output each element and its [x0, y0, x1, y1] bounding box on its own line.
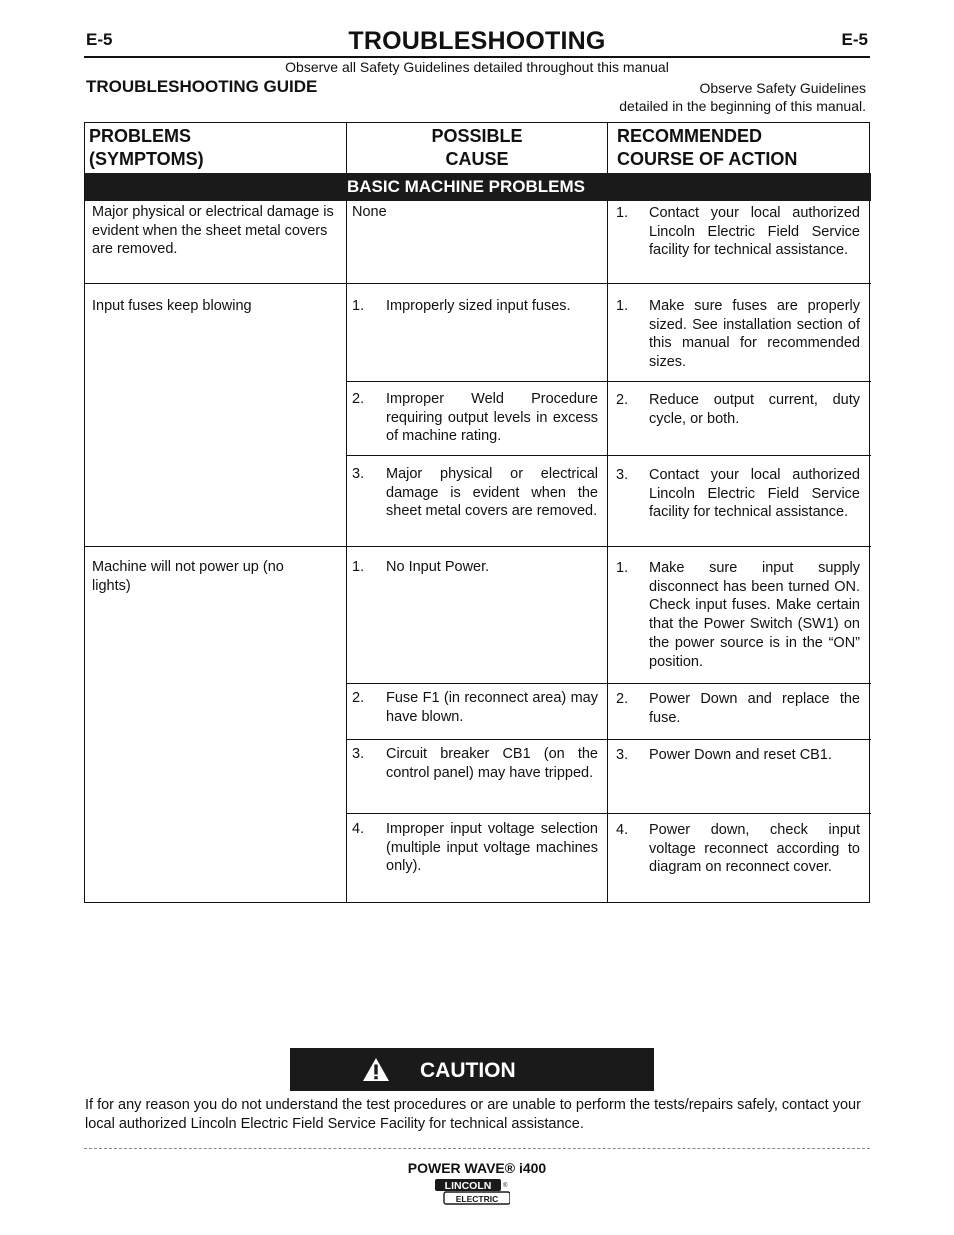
- column-header-cause: [347, 125, 607, 171]
- column-header-action-line2: COURSE OF ACTION: [617, 149, 798, 169]
- page-number-left: E-5: [86, 30, 113, 49]
- logo-registered-mark: ®: [503, 1183, 508, 1189]
- action-number: 3.: [616, 747, 629, 763]
- column-header-cause-line2: CAUSE: [445, 149, 509, 169]
- action-text: Contact your local authorized Lincoln Electric Field Service facility for technical assistance.: [649, 205, 860, 259]
- row-divider: [85, 283, 871, 284]
- safety-line: Observe all Safety Guidelines detailed throughout this manual: [285, 59, 669, 75]
- row-divider: [346, 683, 871, 684]
- caution-banner: [290, 1048, 654, 1091]
- cause-text: Improperly sized input fuses.: [386, 298, 571, 314]
- page-number-right: E-5: [841, 30, 868, 49]
- problem-no-power: Machine will not power up (no lights): [92, 559, 284, 594]
- column-divider: [607, 123, 608, 173]
- action-text: Make sure fuses are properly sized. See installation section of this manual for recommended sizes.: [649, 298, 860, 371]
- column-divider: [607, 201, 608, 903]
- action-number: 1.: [616, 298, 629, 314]
- model-name: POWER WAVE® i400: [407, 1160, 547, 1176]
- cause-text: Improper Weld Procedure requiring output levels in excess of machine rating.: [386, 391, 598, 445]
- caution-text: If for any reason you do not understand the test procedures or are unable to perform the tests/repairs safely, contact your local authorized Lincoln Electric Field Service Facility for technical assistance.: [85, 1097, 861, 1132]
- column-header-cause-line1: POSSIBLE: [431, 126, 523, 146]
- problem-damage: Major physical or electrical damage is evident when the sheet metal covers are removed.: [92, 204, 334, 258]
- row-divider: [346, 455, 871, 456]
- cause-number: 2.: [352, 690, 365, 706]
- cause-text: Improper input voltage selection (multiple input voltage machines only).: [386, 821, 598, 875]
- warning-triangle-icon: [362, 1057, 390, 1082]
- action-number: 1.: [616, 560, 629, 576]
- cause-text: Circuit breaker CB1 (on the control panel) may have tripped.: [386, 746, 598, 781]
- row-divider: [85, 546, 871, 547]
- footer-divider: [84, 1148, 870, 1149]
- header-rule: [84, 56, 870, 58]
- cause-text: Major physical or electrical damage is evident when the sheet metal covers are removed.: [386, 466, 598, 520]
- lincoln-electric-logo: [434, 1178, 510, 1206]
- action-number: 3.: [616, 467, 629, 483]
- column-header-action-line1: RECOMMENDED: [617, 126, 763, 146]
- column-divider: [346, 123, 347, 173]
- caution-label: CAUTION: [420, 1059, 516, 1082]
- row-divider: [346, 813, 871, 814]
- cause-number: 2.: [352, 391, 365, 407]
- action-number: 2.: [616, 691, 629, 707]
- action-number: 4.: [616, 822, 629, 838]
- section-band: [85, 173, 871, 201]
- section-title: BASIC MACHINE PROBLEMS: [347, 177, 586, 196]
- column-divider: [346, 201, 347, 903]
- column-header-problems-line2: (SYMPTOMS): [89, 149, 204, 169]
- cause-text: No Input Power.: [386, 559, 490, 575]
- cause-none: None: [352, 204, 387, 220]
- action-text: Power down, check input voltage reconnect according to diagram on reconnect cover.: [649, 822, 860, 876]
- page-title: TROUBLESHOOTING: [348, 27, 606, 55]
- column-header-problems: [89, 125, 204, 171]
- row-divider: [346, 739, 871, 740]
- guide-note-line1: Observe Safety Guidelines: [699, 80, 866, 96]
- logo-bottom-text: ELECTRIC: [455, 1194, 499, 1204]
- column-header-action: [617, 125, 797, 171]
- action-text: Power Down and replace the fuse.: [649, 691, 860, 726]
- troubleshooting-table: [84, 122, 870, 903]
- action-text: Make sure input supply disconnect has been turned ON. Check input fuses. Make certain that the Power Switch (SW1) on the power source is in the “ON” position.: [649, 560, 860, 670]
- column-header-problems-line1: PROBLEMS: [89, 126, 192, 146]
- cause-number: 3.: [352, 466, 365, 482]
- logo-top-text: LINCOLN: [444, 1180, 492, 1192]
- cause-number: 1.: [352, 298, 365, 314]
- problem-fuses-blowing: Input fuses keep blowing: [92, 298, 252, 314]
- guide-note: [619, 79, 866, 115]
- cause-number: 4.: [352, 821, 365, 837]
- action-number: 2.: [616, 392, 629, 408]
- row-divider: [346, 381, 871, 382]
- action-text: Reduce output current, duty cycle, or both.: [649, 392, 860, 427]
- action-number: 1.: [616, 205, 629, 221]
- action-text: Power Down and reset CB1.: [649, 747, 832, 763]
- cause-number: 1.: [352, 559, 365, 575]
- cause-text: Fuse F1 (in reconnect area) may have blown.: [386, 690, 598, 725]
- cause-number: 3.: [352, 746, 365, 762]
- guide-title: TROUBLESHOOTING GUIDE: [86, 77, 318, 96]
- guide-note-line2: detailed in the beginning of this manual.: [619, 98, 866, 114]
- action-text: Contact your local authorized Lincoln Electric Field Service facility for technical assistance.: [649, 467, 860, 521]
